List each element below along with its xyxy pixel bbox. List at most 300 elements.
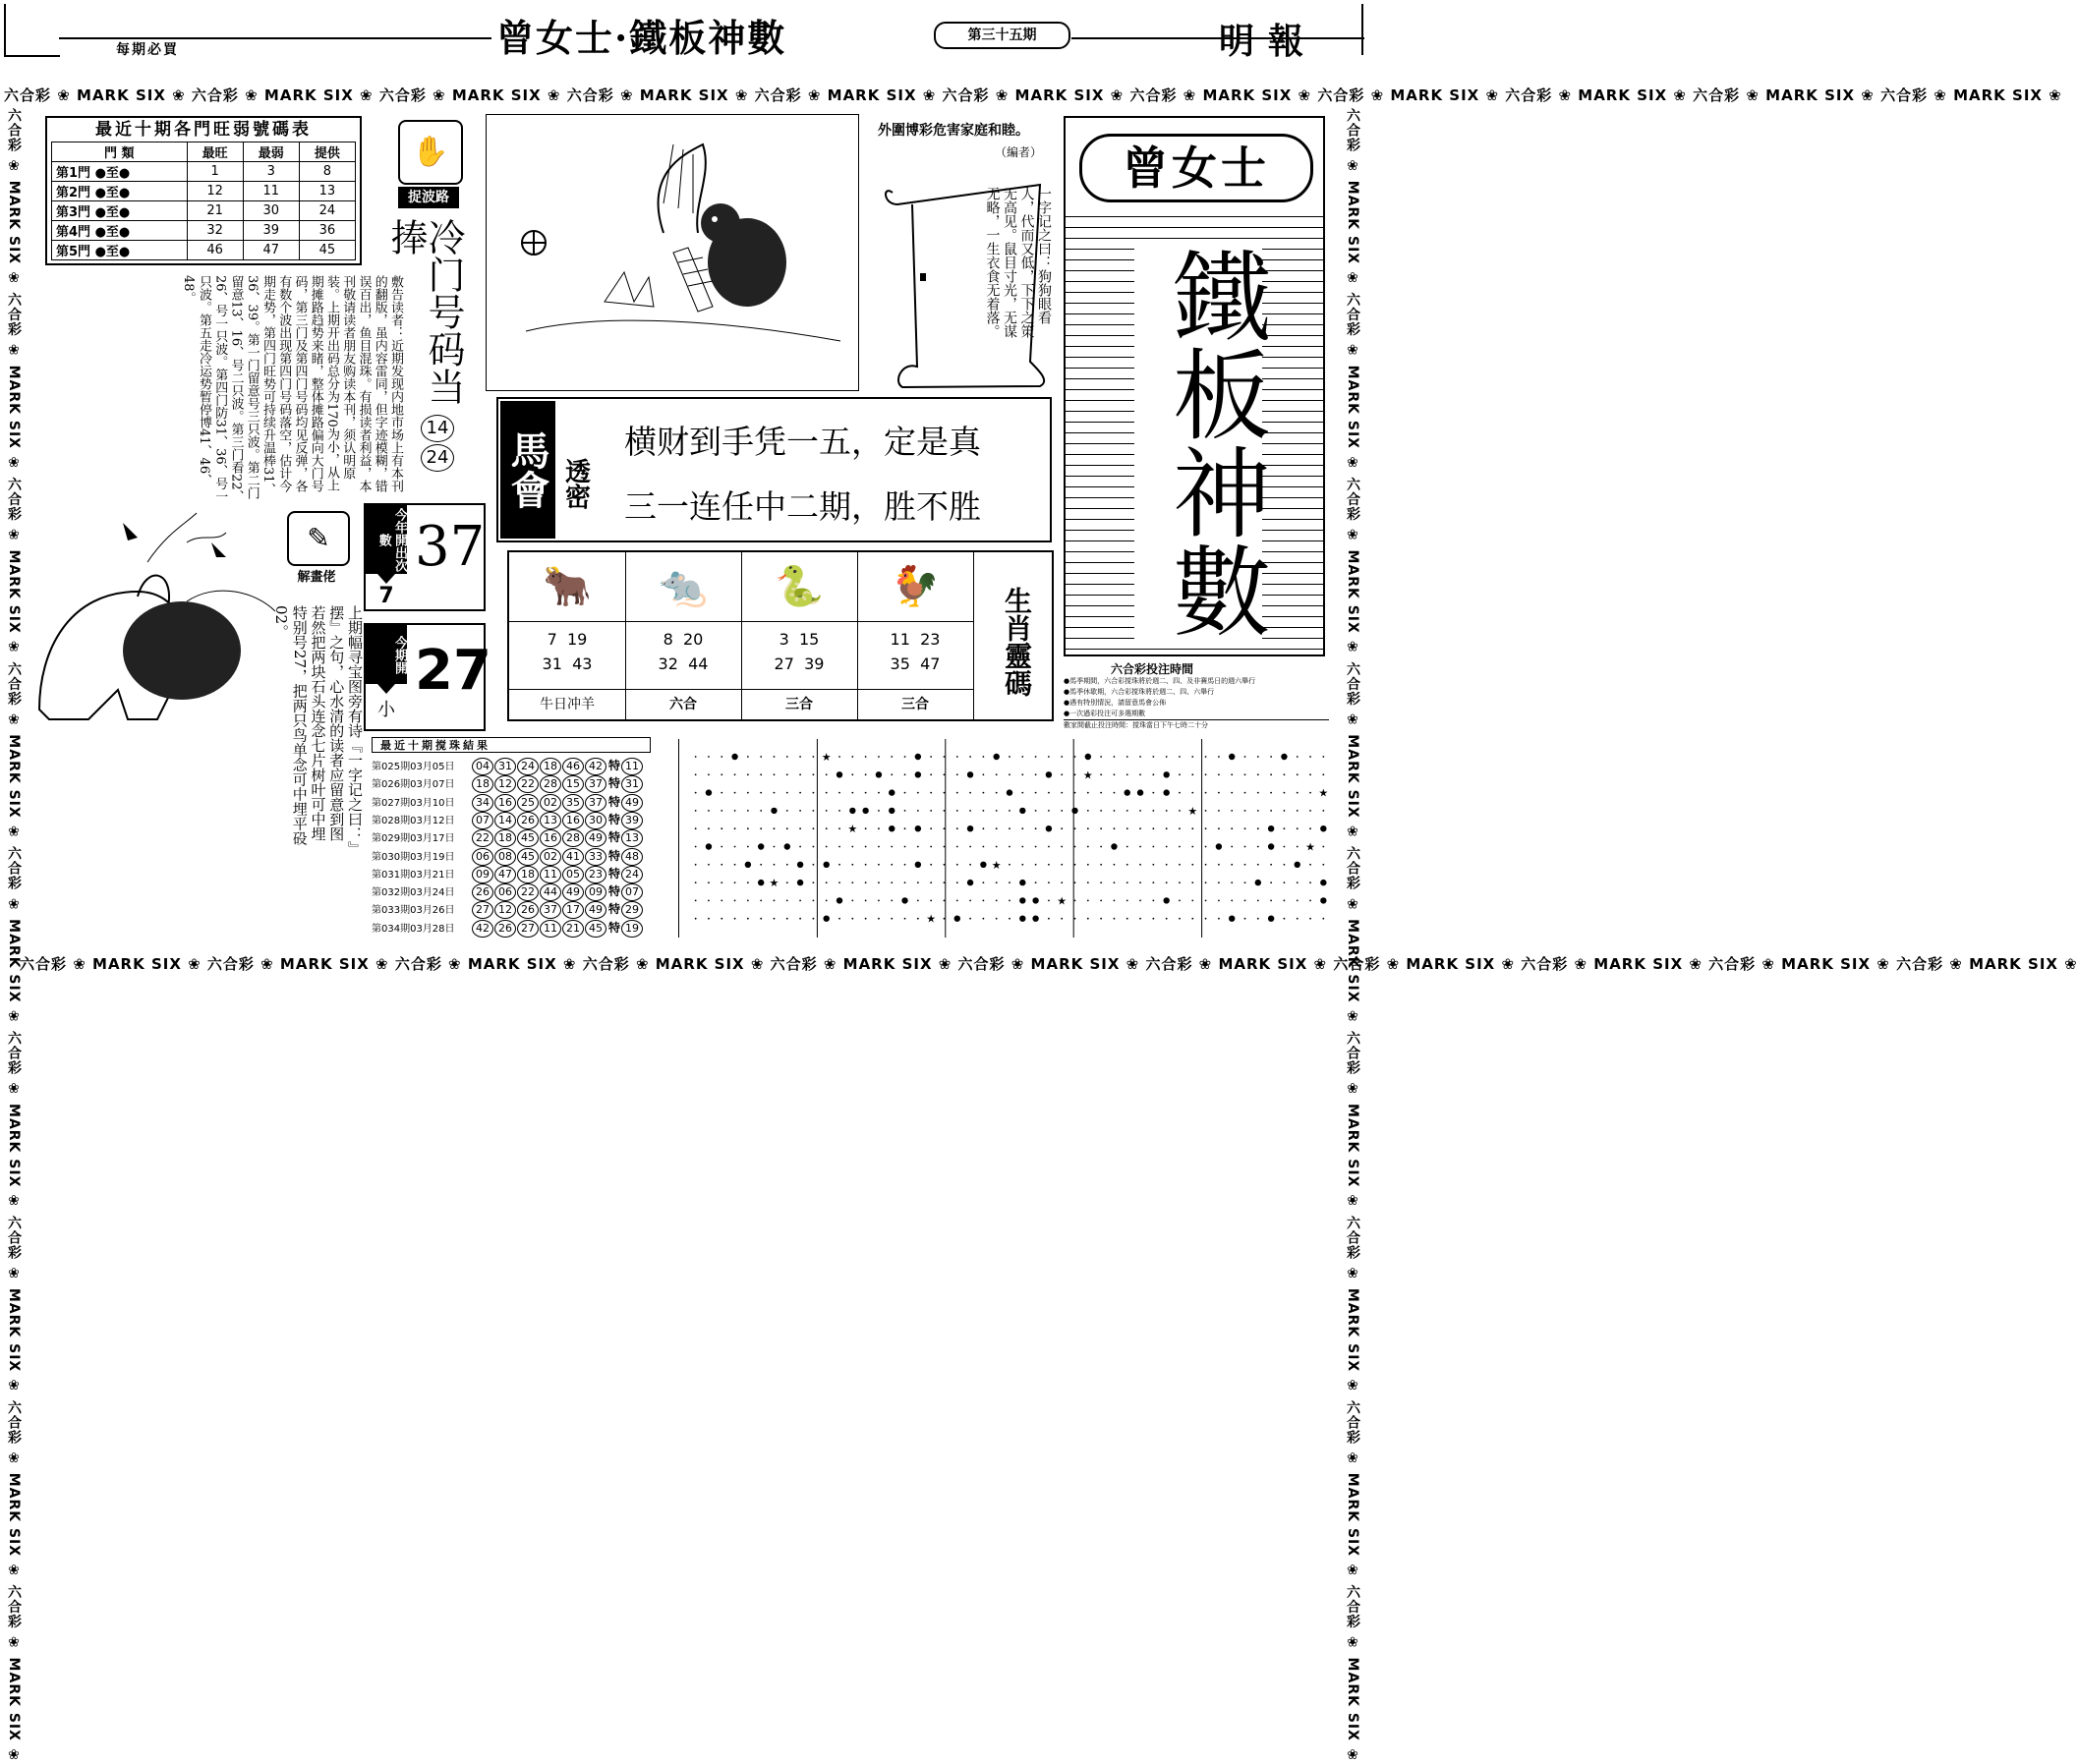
trend-special-star: ★ (821, 751, 832, 764)
trend-grid-dot (878, 846, 880, 848)
ball-number: 05 (562, 866, 584, 883)
trend-ball-mark (1032, 897, 1038, 903)
trend-grid-dot (1139, 918, 1141, 920)
trend-grid-dot (1205, 900, 1207, 902)
trend-grid-dot (838, 846, 840, 848)
trend-grid-dot (1114, 864, 1116, 866)
special-label: 特 (608, 920, 621, 935)
trend-grid-dot (1009, 756, 1010, 758)
trend-ball-mark (915, 754, 921, 760)
trend-grid-dot (1152, 827, 1154, 829)
trend-ball-mark (876, 771, 882, 777)
trend-grid-dot (1322, 773, 1324, 775)
trend-ball-mark (1163, 771, 1169, 777)
trend-grid-dot (774, 792, 776, 794)
trend-grid-dot (956, 827, 958, 829)
trend-ball-mark (758, 843, 764, 849)
trend-grid-dot (917, 810, 919, 812)
trend-grid-dot (760, 918, 762, 920)
trend-grid-dot (1152, 900, 1154, 902)
schedule-line: ●馬季休歇期，六合彩搅珠將於週二、四、六舉行 (1064, 688, 1215, 696)
trend-grid-dot (747, 773, 749, 775)
trend-grid-dot (1297, 827, 1299, 829)
trend-grid-dot (1218, 827, 1220, 829)
trend-grid-dot (969, 792, 971, 794)
trend-special-star: ★ (991, 858, 1002, 872)
trend-grid-dot (917, 900, 919, 902)
trend-grid-dot (891, 756, 893, 758)
trend-grid-dot (826, 882, 828, 883)
trend-grid-dot (1191, 756, 1193, 758)
trend-ball-mark (1255, 880, 1261, 885)
poem-editor: （編者） (995, 145, 1043, 159)
trend-grid-dot (734, 810, 736, 812)
ball-number: 27 (517, 920, 539, 938)
trend-grid-dot (1139, 882, 1141, 883)
table-row (52, 241, 356, 260)
trend-grid-dot (734, 864, 736, 866)
trend-grid-dot (1218, 792, 1220, 794)
trend-grid-dot (944, 792, 946, 794)
cell-give: 8 (299, 162, 355, 182)
trend-grid-dot (865, 792, 867, 794)
trend-grid-dot (1152, 864, 1154, 866)
ball-number: 15 (562, 775, 584, 793)
trend-grid-dot (734, 882, 736, 883)
trend-grid-dot (695, 773, 697, 775)
trend-ball-mark (967, 880, 973, 885)
year-box-number: 37 (415, 515, 486, 579)
trend-grid-dot (891, 882, 893, 883)
trend-grid-dot (944, 810, 946, 812)
trend-grid-dot (1309, 900, 1311, 902)
trend-grid-dot (786, 918, 788, 920)
ball-number: 09 (472, 866, 493, 883)
trend-grid-dot (904, 864, 906, 866)
trend-grid-dot (1087, 918, 1089, 920)
trend-grid-dot (1048, 900, 1050, 902)
special-label: 特 (608, 812, 621, 826)
brand-rule (1189, 37, 1364, 39)
issue-box (364, 623, 491, 731)
trend-grid-dot (695, 864, 697, 866)
trend-grid-dot (1322, 918, 1324, 920)
trend-grid-dot (956, 864, 958, 866)
trend-grid-dot (996, 827, 998, 829)
zodiac-footer: 牛日冲羊 (509, 689, 625, 719)
special-number: 48 (621, 848, 643, 866)
poem-body: 一字记之曰：狗狗眼看人，代而又低，下下之策无高见。鼠目寸光，无谋无略，一生衣食无着落。 (984, 187, 1052, 338)
trend-grid-dot (1100, 918, 1102, 920)
special-number: 29 (621, 901, 643, 919)
right-banner: 六合彩 ❀ MARK SIX ❀ 六合彩 ❀ MARK SIX ❀ 六合彩 ❀ MARK SIX ❀ 六合彩 ❀ MARK SIX ❀ 六合彩 ❀ MARK SIX ❀ 六合彩 ❀ MARK SIX ❀ 六合彩 ❀ MARK SIX ❀ 六合彩 ❀ MARK SIX ❀ 六合彩 ❀ MARK SIX ❀ (1345, 108, 1360, 1764)
trend-grid-dot (996, 882, 998, 883)
trend-grid-dot (1100, 846, 1102, 848)
trend-grid-dot (996, 846, 998, 848)
trend-grid-dot (1231, 882, 1233, 883)
riddle-icon: ✎ (287, 511, 350, 566)
table-row (52, 221, 356, 241)
special-label: 特 (608, 884, 621, 899)
ball-range-icon: ●至● (94, 186, 131, 200)
trend-grid-dot (695, 810, 697, 812)
trend-ball-mark (1071, 808, 1077, 814)
trend-grid-dot (1087, 827, 1089, 829)
trend-grid-dot (1284, 900, 1286, 902)
ball-number: 21 (562, 920, 584, 938)
trend-grid-dot (1100, 900, 1102, 902)
ball-number: 17 (562, 901, 584, 919)
trend-grid-dot (878, 882, 880, 883)
trend-grid-dot (1179, 846, 1181, 848)
trend-grid-dot (1270, 864, 1272, 866)
trend-grid-dot (721, 900, 722, 902)
trend-grid-dot (917, 792, 919, 794)
trend-grid-dot (1074, 827, 1076, 829)
trend-grid-dot (1061, 756, 1063, 758)
trend-ball-mark (915, 771, 921, 777)
trend-grid-dot (813, 810, 815, 812)
trend-grid-dot (813, 792, 815, 794)
trend-grid-dot (1284, 773, 1286, 775)
trend-grid-dot (1035, 864, 1037, 866)
trend-grid-dot (878, 827, 880, 829)
table-row (52, 162, 356, 182)
ball-number: 26 (517, 901, 539, 919)
trend-grid-dot (956, 810, 958, 812)
trend-grid-dot (1284, 918, 1286, 920)
zodiac-nums: 31 43 (542, 654, 593, 673)
trend-grid-dot (1205, 756, 1207, 758)
trend-grid-dot (891, 900, 893, 902)
trend-ball-mark (915, 862, 921, 868)
trend-grid-dot (695, 827, 697, 829)
trend-grid-dot (1126, 827, 1128, 829)
trend-grid-dot (1152, 882, 1154, 883)
special-number: 24 (621, 866, 643, 883)
catch-wave-number: 24 (421, 444, 454, 472)
trend-grid-dot (851, 846, 853, 848)
riddle-label: 解畫佬 (297, 570, 336, 585)
trend-grid-dot (1061, 864, 1063, 866)
trend-grid-dot (734, 773, 736, 775)
trend-grid-dot (708, 827, 710, 829)
trend-grid-dot (695, 792, 697, 794)
special-label: 特 (608, 866, 621, 881)
trend-grid-dot (996, 810, 998, 812)
trend-grid-dot (1074, 846, 1076, 848)
header-rule-right (1071, 37, 1199, 39)
trend-grid-dot (747, 792, 749, 794)
trend-grid-dot (982, 846, 984, 848)
issue-badge: 第三十五期 (934, 22, 1070, 49)
trend-ball-mark (1229, 916, 1235, 922)
trend-grid-dot (1284, 864, 1286, 866)
trend-grid-dot (1074, 900, 1076, 902)
trend-grid-dot (1021, 792, 1023, 794)
trend-ball-mark (824, 916, 830, 922)
ball-range-icon: ●至● (94, 205, 131, 220)
trend-grid-dot (838, 792, 840, 794)
ball-range-icon: ●至● (94, 225, 131, 240)
trend-grid-dot (1166, 846, 1168, 848)
trend-grid-dot (813, 918, 815, 920)
trend-grid-dot (930, 773, 932, 775)
trend-grid-dot (1191, 792, 1193, 794)
trend-grid-dot (1244, 864, 1246, 866)
trend-grid-dot (1179, 792, 1181, 794)
stats-table (51, 142, 356, 260)
trend-grid-dot (904, 756, 906, 758)
trend-grid-dot (1126, 846, 1128, 848)
left-banner: 六合彩 ❀ MARK SIX ❀ 六合彩 ❀ MARK SIX ❀ 六合彩 ❀ MARK SIX ❀ 六合彩 ❀ MARK SIX ❀ 六合彩 ❀ MARK SIX ❀ 六合彩 ❀ MARK SIX ❀ 六合彩 ❀ MARK SIX ❀ 六合彩 ❀ MARK SIX ❀ 六合彩 ❀ MARK SIX ❀ (6, 108, 22, 1764)
zodiac-footer: 六合 (625, 689, 741, 719)
trend-grid-dot (1257, 773, 1259, 775)
trend-grid-dot (865, 864, 867, 866)
trend-grid-dot (1309, 918, 1311, 920)
trend-grid-dot (917, 882, 919, 883)
special-label: 特 (608, 776, 621, 791)
zodiac-nums: 8 20 (663, 630, 704, 649)
ball-number: 37 (540, 901, 561, 919)
year-box-count: 7 (378, 584, 394, 608)
trend-grid-dot (1309, 827, 1311, 829)
down-arrow-icon (377, 574, 395, 584)
trend-grid-dot (1035, 827, 1037, 829)
trend-grid-dot (734, 846, 736, 848)
trend-grid-dot (930, 846, 932, 848)
trend-ball-mark (1229, 754, 1235, 760)
trend-grid-dot (760, 773, 762, 775)
header-right-corner (1361, 4, 1363, 55)
ball-number: 22 (517, 883, 539, 901)
trend-ball-mark (1019, 897, 1025, 903)
trend-grid-dot (747, 918, 749, 920)
trend-grid-dot (721, 918, 722, 920)
trend-grid-dot (865, 918, 867, 920)
trend-grid-dot (799, 773, 801, 775)
ball-number: 12 (494, 901, 516, 919)
ball-number: 08 (494, 848, 516, 866)
trend-grid-dot (969, 918, 971, 920)
table-row (372, 811, 644, 829)
trend-grid-dot (1191, 864, 1193, 866)
trend-grid-dot (813, 900, 815, 902)
trend-ball-mark (967, 771, 973, 777)
trend-grid-dot (1114, 773, 1116, 775)
trend-grid-dot (1322, 810, 1324, 812)
trend-grid-dot (1309, 882, 1311, 883)
trend-grid-dot (1087, 882, 1089, 883)
ball-number: 25 (517, 794, 539, 812)
trend-grid-dot (1009, 810, 1010, 812)
door-label: 第2門 (56, 186, 91, 200)
trend-special-star: ★ (1318, 786, 1329, 800)
ball-number: 41 (562, 848, 584, 866)
trend-grid-dot (956, 792, 958, 794)
trend-grid-dot (1179, 756, 1181, 758)
trend-grid-dot (982, 882, 984, 883)
trend-grid-dot (1297, 773, 1299, 775)
trend-grid-dot (1257, 756, 1259, 758)
trend-grid-dot (969, 846, 971, 848)
ball-number: 07 (472, 812, 493, 829)
trend-grid-dot (878, 756, 880, 758)
trend-grid-dot (1322, 846, 1324, 848)
trend-grid-dot (969, 864, 971, 866)
table-row (372, 919, 644, 938)
trend-grid-dot (1061, 846, 1063, 848)
trend-grid-dot (1191, 773, 1193, 775)
ball-number: 37 (585, 794, 606, 812)
ball-number: 44 (540, 883, 561, 901)
trend-grid-dot (1284, 882, 1286, 883)
trend-grid-dot (944, 864, 946, 866)
ball-number: 06 (494, 883, 516, 901)
trend-grid-dot (1166, 918, 1168, 920)
table-row (372, 900, 644, 919)
trend-ball-mark (1125, 789, 1130, 795)
trend-grid-dot (799, 810, 801, 812)
trend-grid-dot (695, 918, 697, 920)
trend-grid-dot (721, 882, 722, 883)
trend-grid-dot (1126, 882, 1128, 883)
period-label: 第034期03月28日 (372, 923, 455, 935)
trend-ball-mark (1216, 843, 1222, 849)
trend-grid-dot (944, 918, 946, 920)
trend-grid-dot (1152, 846, 1154, 848)
trend-grid-dot (1309, 773, 1311, 775)
ball-number: 28 (562, 829, 584, 847)
door-label: 第4門 (56, 225, 91, 240)
trend-ball-mark (1019, 880, 1025, 885)
ball-number: 24 (517, 758, 539, 775)
trend-grid-dot (721, 756, 722, 758)
trend-grid-dot (708, 900, 710, 902)
right-panel-title: 鐵板神數 (1134, 241, 1262, 644)
trend-grid-dot (1114, 756, 1116, 758)
trend-ball-mark (1320, 825, 1326, 831)
ball-number: 02 (540, 794, 561, 812)
cell-give: 24 (299, 201, 355, 221)
trend-grid-dot (813, 773, 815, 775)
ball-number: 06 (472, 848, 493, 866)
schedule-title: 六合彩投注時間 (1111, 662, 1194, 676)
zodiac-footer: 三合 (741, 689, 857, 719)
trend-grid-dot (695, 846, 697, 848)
trend-grid-dot (1205, 882, 1207, 883)
trend-grid-dot (851, 792, 853, 794)
period-label: 第026期03月07日 (372, 779, 455, 791)
table-row (372, 828, 644, 847)
trend-grid-dot (786, 882, 788, 883)
trend-grid-dot (904, 918, 906, 920)
ball-number: 18 (494, 829, 516, 847)
table-row (372, 757, 644, 775)
trend-grid-dot (1257, 827, 1259, 829)
trend-grid-dot (1100, 810, 1102, 812)
trend-grid-dot (708, 918, 710, 920)
trend-grid-dot (734, 827, 736, 829)
trend-grid-dot (982, 810, 984, 812)
trend-grid-dot (760, 756, 762, 758)
trend-grid-dot (1218, 773, 1220, 775)
trend-grid-dot (1139, 846, 1141, 848)
ball-number: 16 (494, 794, 516, 812)
trend-grid-dot (982, 900, 984, 902)
trend-grid-dot (878, 900, 880, 902)
trend-grid-dot (969, 900, 971, 902)
special-number: 07 (621, 883, 643, 901)
trend-grid-dot (838, 756, 840, 758)
trend-ball-mark (889, 808, 895, 814)
door-label: 第1門 (56, 166, 91, 181)
trend-special-star: ★ (1057, 894, 1068, 908)
special-label: 特 (608, 794, 621, 809)
trend-grid-dot (1100, 792, 1102, 794)
trend-grid-dot (747, 756, 749, 758)
period-label: 第033期03月26日 (372, 905, 455, 917)
trend-grid-dot (1297, 846, 1299, 848)
trend-grid-dot (1179, 810, 1181, 812)
trend-ball-mark (745, 862, 751, 868)
trend-grid-dot (1114, 792, 1116, 794)
ball-number: 09 (585, 883, 606, 901)
trend-grid-dot (1297, 756, 1299, 758)
trend-grid-dot (1270, 756, 1272, 758)
trend-grid-dot (1205, 864, 1207, 866)
year-box (364, 503, 486, 611)
trend-grid-dot (996, 773, 998, 775)
trend-grid-dot (1035, 792, 1037, 794)
trend-grid-dot (786, 792, 788, 794)
ball-range-icon: ●至● (94, 166, 131, 181)
trend-grid-dot (1297, 900, 1299, 902)
trend-grid-dot (982, 773, 984, 775)
trend-grid-dot (1139, 900, 1141, 902)
zodiac-col (741, 552, 858, 719)
zodiac-footer: 三合 (857, 689, 973, 719)
trend-grid-dot (956, 756, 958, 758)
trend-special-star: ★ (1187, 804, 1198, 818)
trend-grid-dot (851, 918, 853, 920)
year-box-label: 今年開出次數 (366, 505, 407, 574)
trend-grid-dot (813, 882, 815, 883)
trend-grid-dot (1244, 773, 1246, 775)
ball-number: 45 (517, 829, 539, 847)
horse-tip-panel (496, 397, 1052, 542)
trend-grid-dot (1100, 773, 1102, 775)
trend-grid-dot (851, 864, 853, 866)
ball-number: 49 (585, 901, 606, 919)
right-panel (1064, 116, 1325, 656)
door-label: 第5門 (56, 245, 91, 259)
trend-grid-dot (1284, 846, 1286, 848)
header-rule (59, 37, 491, 39)
trend-grid-dot (944, 827, 946, 829)
trend-grid-dot (826, 792, 828, 794)
trend-grid-dot (774, 846, 776, 848)
trend-grid-dot (760, 827, 762, 829)
cell-give: 36 (299, 221, 355, 241)
trend-grid-dot (1284, 827, 1286, 829)
trend-grid-dot (1257, 918, 1259, 920)
trend-grid-dot (838, 864, 840, 866)
trend-grid-dot (1152, 792, 1154, 794)
ball-number: 11 (540, 920, 561, 938)
schedule-line: 數家間截止投注時間：搅珠當日下午七時二十分 (1064, 719, 1329, 731)
trend-grid-dot (799, 827, 801, 829)
